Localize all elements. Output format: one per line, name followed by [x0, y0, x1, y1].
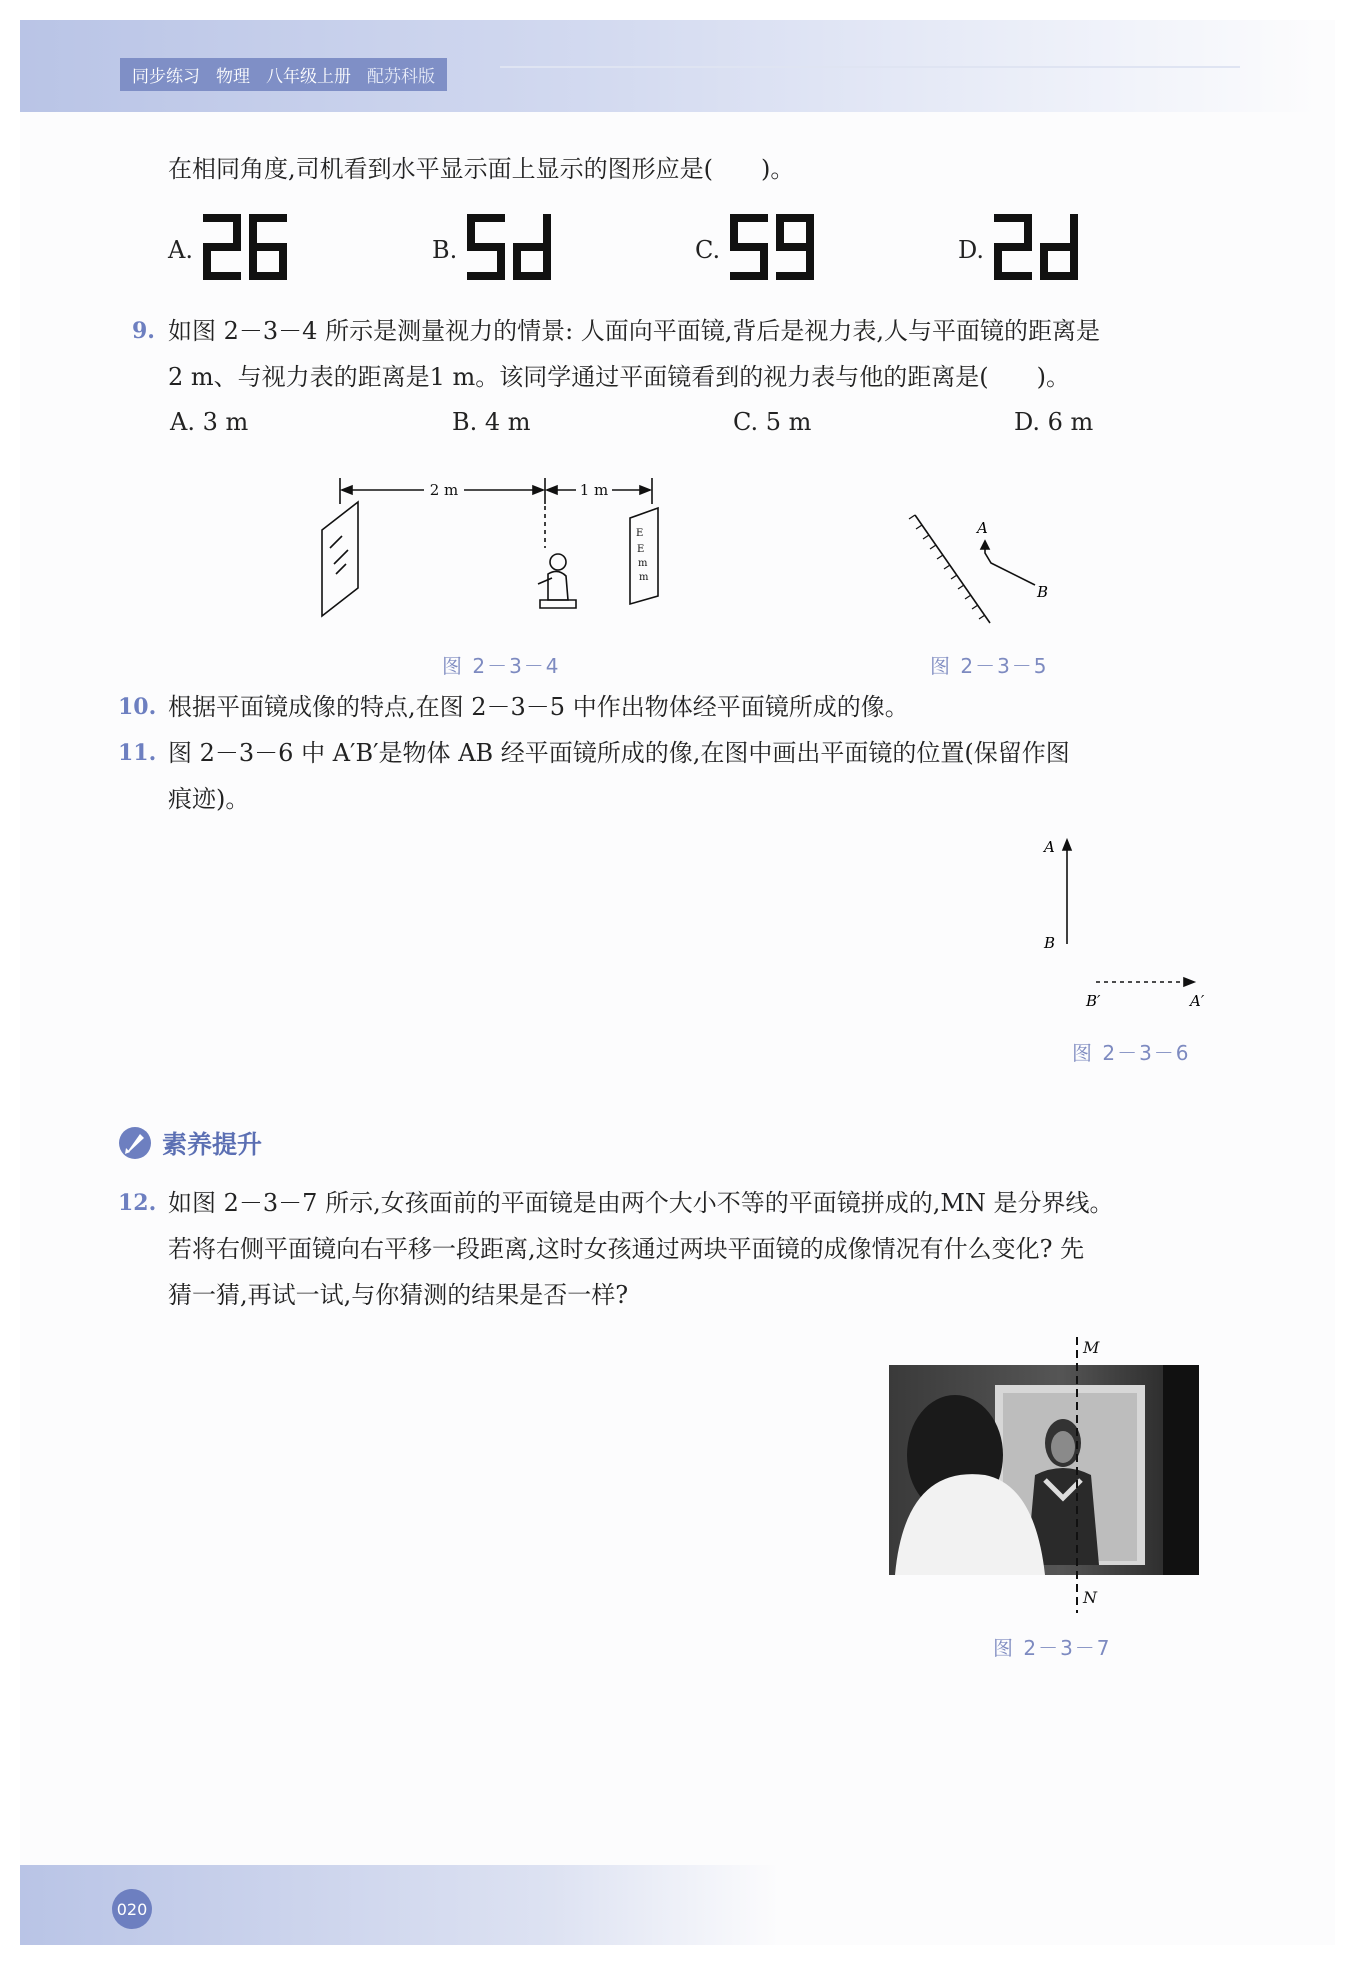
q12-number: 12.	[118, 1190, 157, 1216]
dim-arrow	[342, 486, 352, 494]
object-arrowhead	[981, 541, 989, 549]
person-stool	[540, 600, 576, 608]
q8-option-c	[695, 212, 822, 288]
eye-chart-letter: m	[638, 558, 648, 569]
q8-option-b-letter: B.	[432, 236, 458, 264]
rocket-icon	[118, 1126, 152, 1160]
fig234-caption: 图 2－3－4	[442, 654, 561, 678]
header-edition: 配苏科版	[367, 67, 435, 87]
mirror-hatching	[909, 515, 985, 619]
q10-text: 根据平面镜成像的特点,在图 2－3－5 中作出物体经平面镜所成的像。	[168, 693, 909, 721]
object-ab	[985, 545, 1035, 585]
fig237-label-m: M	[1083, 1338, 1100, 1357]
eye-chart-letter: E	[637, 544, 645, 555]
header-grade: 八年级上册	[266, 67, 351, 87]
fig235-label-b: B	[1037, 583, 1049, 601]
dim-arrow	[533, 486, 543, 494]
section-title-text: 素养提升	[162, 1130, 263, 1159]
dist-label-2m: 2 m	[429, 481, 459, 499]
q8-text: 在相同角度,司机看到水平显示面上显示的图形应是( )。	[168, 155, 795, 183]
fig235-label-a: A	[977, 519, 988, 537]
fig237-caption: 图 2－3－7	[993, 1636, 1112, 1660]
image-ab-arrowhead	[1184, 978, 1194, 986]
header-subject: 物理	[216, 67, 250, 87]
person-arm	[538, 578, 552, 584]
q9-line1: 如图 2－3－4 所示是测量视力的情景: 人面向平面镜,背后是视力表,人与平面镜的距离是	[168, 317, 1101, 345]
eye-chart	[630, 508, 658, 604]
seven-seg-digits	[471, 218, 547, 276]
q8-option-d-letter: D.	[958, 236, 985, 264]
mirror-glare	[336, 564, 346, 574]
dim-arrow	[640, 486, 650, 494]
q8-option-c-letter: C.	[695, 236, 721, 264]
q9-line2: 2 m、与视力表的距离是1 m。该同学通过平面镜看到的视力表与他的距离是( )。	[168, 363, 1071, 391]
fig236-caption: 图 2－3－6	[1072, 1041, 1191, 1065]
figure-2-3-7	[885, 1335, 1205, 1615]
eye-chart-letter: m	[639, 572, 649, 583]
q9-option-a: A. 3 m	[170, 408, 249, 436]
fig236-label-b: B	[1044, 934, 1056, 952]
dim-arrow	[547, 486, 557, 494]
seven-seg-digits	[207, 218, 283, 276]
q11-line1: 图 2－3－6 中 A′B′是物体 AB 经平面镜所成的像,在图中画出平面镜的位置(保留作图	[168, 739, 1070, 767]
header-rule	[500, 66, 1240, 68]
q10-number: 10.	[118, 694, 157, 720]
figure-2-3-5	[895, 505, 1075, 645]
seven-seg-digits	[998, 218, 1074, 276]
q12-line1: 如图 2－3－7 所示,女孩面前的平面镜是由两个大小不等的平面镜拼成的,MN 是分界线。	[168, 1189, 1114, 1217]
header-tag	[120, 58, 447, 91]
q11-line2: 痕迹)。	[168, 785, 250, 813]
q9-option-b: B. 4 m	[452, 408, 531, 436]
q8-option-a-digits	[199, 212, 295, 288]
person-body	[548, 571, 568, 600]
object-ab-arrowhead	[1063, 840, 1071, 850]
page-number: 020	[112, 1889, 152, 1929]
eye-chart-letter: E	[636, 528, 644, 539]
person-head	[550, 554, 566, 570]
door-dark	[1163, 1365, 1199, 1575]
q12-line3: 猜一猜,再试一试,与你猜测的结果是否一样?	[168, 1281, 629, 1309]
figure-2-3-6	[1030, 830, 1220, 1020]
q11-number: 11.	[118, 740, 157, 766]
q8-option-c-digits	[726, 212, 822, 288]
mirror-glare	[330, 536, 342, 548]
fig237-label-n: N	[1083, 1588, 1097, 1607]
q8-option-a	[168, 212, 295, 288]
q8-option-d	[958, 212, 1086, 288]
q12-line2: 若将右侧平面镜向右平移一段距离,这时女孩通过两块平面镜的成像情况有什么变化? 先	[168, 1235, 1085, 1263]
fig236-label-a-prime: A′	[1190, 992, 1205, 1010]
q8-option-b-digits	[463, 212, 559, 288]
section-title	[118, 1125, 262, 1161]
q8-option-a-letter: A.	[168, 236, 193, 264]
seven-seg-digits	[734, 218, 810, 276]
q9-option-d: D. 6 m	[1014, 408, 1094, 436]
reflection-face	[1051, 1431, 1075, 1463]
q9-option-c: C. 5 m	[733, 408, 812, 436]
q8-option-b	[432, 212, 559, 288]
fig236-label-b-prime: B′	[1086, 992, 1101, 1010]
fig235-caption: 图 2－3－5	[930, 654, 1049, 678]
fig236-label-a: A	[1044, 838, 1055, 856]
mirror-glare	[334, 550, 348, 564]
figure-2-3-4	[300, 470, 680, 640]
q8-option-d-digits	[990, 212, 1086, 288]
dist-label-1m: 1 m	[579, 481, 609, 499]
q9-number: 9.	[132, 318, 155, 344]
header-series: 同步练习	[132, 67, 200, 87]
